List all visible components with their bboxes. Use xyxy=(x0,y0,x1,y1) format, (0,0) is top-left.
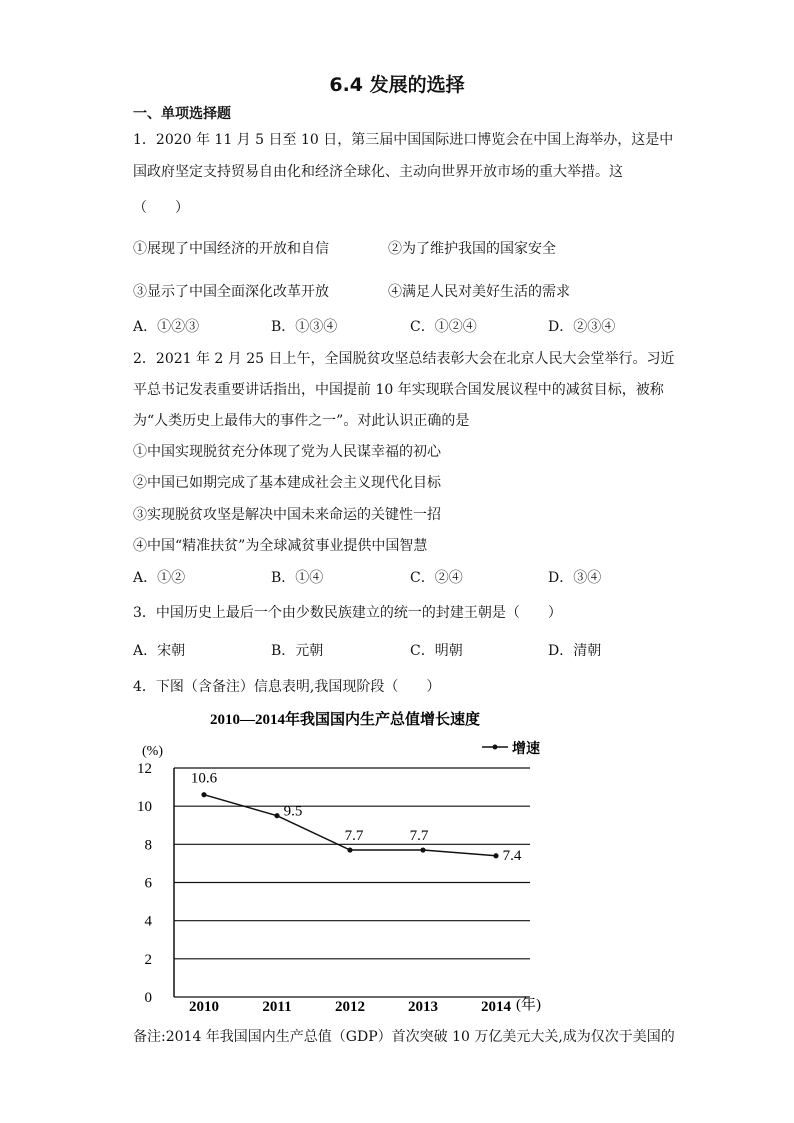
series-line-growth xyxy=(204,795,496,856)
y-tick-label: 10 xyxy=(137,799,152,816)
x-tick-label: 2013 xyxy=(408,999,438,1015)
gdp-growth-line-chart xyxy=(130,700,550,1020)
q1-stem-line-1: 1．2020 年 11 月 5 日至 10 日，第三届中国国际进口博览会在中国上海举办，这是中 xyxy=(133,132,674,148)
x-tick-label: 2014 xyxy=(481,999,511,1015)
q1-option-b: B．①③④ xyxy=(271,319,338,335)
page-title: 6.4 发展的选择 xyxy=(329,74,465,96)
q4-stem: 4．下图（含备注）信息表明,我国现阶段（ ） xyxy=(133,679,441,695)
q1-answer-blank: （ ） xyxy=(133,200,189,216)
legend-label: 增速 xyxy=(512,742,540,757)
q2-statement-1: ①中国实现脱贫充分体现了党为人民谋幸福的初心 xyxy=(133,444,441,460)
y-tick-label: 0 xyxy=(144,990,152,1006)
data-label: 7.4 xyxy=(502,847,522,864)
data-label: 7.7 xyxy=(409,828,429,845)
y-tick-label: 8 xyxy=(144,837,152,854)
y-tick-label: 12 xyxy=(137,761,152,777)
data-label: 10.6 xyxy=(190,770,218,787)
q3-option-d: D．清朝 xyxy=(548,643,602,659)
q2-statement-2: ②中国已如期完成了基本建成社会主义现代化目标 xyxy=(133,475,441,491)
x-axis-unit-label: (年) xyxy=(516,997,541,1013)
x-tick-label: 2011 xyxy=(262,999,292,1015)
q2-statement-4: ④中国“精准扶贫”为全球减贫事业提供中国智慧 xyxy=(133,538,428,554)
y-tick-label: 4 xyxy=(144,913,152,930)
q2-statement-3: ③实现脱贫攻坚是解决中国未来命运的关键性一招 xyxy=(133,507,441,523)
section-heading: 一、单项选择题 xyxy=(133,106,231,122)
q2-stem-line-1: 2．2021 年 2 月 25 日上午，全国脱贫攻坚总结表彰大会在北京人民大会堂举行。习近 xyxy=(133,351,675,367)
q2-stem-line-3: 为“人类历史上最伟大的事件之一”。对此认识正确的是 xyxy=(133,413,470,429)
q1-statement-2: ②为了维护我国的国家安全 xyxy=(388,241,556,257)
q3-option-a: A．宋朝 xyxy=(133,643,186,659)
data-label: 7.7 xyxy=(344,828,364,845)
chart-title: 2010—2014年我国国内生产总值增长速度 xyxy=(209,712,481,728)
data-point xyxy=(274,813,279,818)
q2-option-b: B．①④ xyxy=(271,570,324,586)
x-tick-label: 2012 xyxy=(335,999,365,1015)
q1-option-c: C．①②④ xyxy=(410,319,477,335)
q1-option-d: D．②③④ xyxy=(548,319,616,335)
y-tick-label: 2 xyxy=(144,951,152,968)
data-point xyxy=(201,792,206,797)
data-label: 9.5 xyxy=(283,803,303,820)
q3-option-c: C．明朝 xyxy=(410,643,463,659)
x-tick-label: 2010 xyxy=(189,999,219,1015)
chart-legend xyxy=(482,740,540,757)
q2-stem-line-2: 平总书记发表重要讲话指出，中国提前 10 年实现联合国发展议程中的减贫目标，被称 xyxy=(133,382,664,398)
data-point xyxy=(420,847,425,852)
q1-statement-4: ④满足人民对美好生活的需求 xyxy=(388,284,570,300)
q4-chart-note: 备注:2014 年我国国内生产总值（GDP）首次突破 10 万亿美元大关,成为仅次于美国的 xyxy=(133,1029,675,1045)
q3-stem: 3．中国历史上最后一个由少数民族建立的统一的封建王朝是（ ） xyxy=(133,605,562,621)
q1-option-a: A．①②③ xyxy=(133,319,200,335)
y-axis-label: (%) xyxy=(142,744,163,759)
q1-statement-3: ③显示了中国全面深化改革开放 xyxy=(133,284,329,300)
q2-option-d: D．③④ xyxy=(548,570,602,586)
legend-marker xyxy=(493,745,498,750)
q1-stem-line-2: 国政府坚定支持贸易自由化和经济全球化、主动向世界开放市场的重大举措。这 xyxy=(133,164,623,180)
q3-option-b: B．元朝 xyxy=(271,643,324,659)
q1-statement-1: ①展现了中国经济的开放和自信 xyxy=(133,241,329,257)
data-point xyxy=(347,847,352,852)
y-tick-label: 6 xyxy=(144,875,152,892)
q2-option-a: A．①② xyxy=(133,570,186,586)
q2-option-c: C．②④ xyxy=(410,570,463,586)
data-point xyxy=(493,853,498,858)
